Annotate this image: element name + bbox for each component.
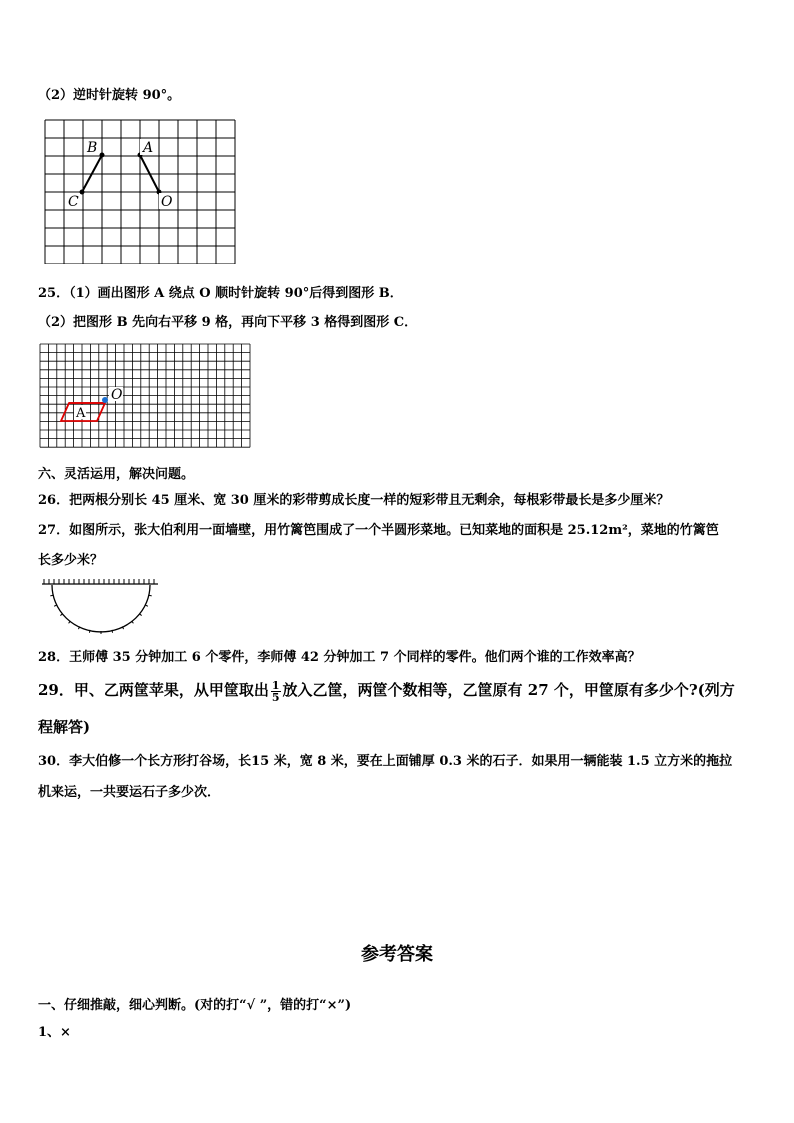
q28: 28．王师傅 35 分钟加工 6 个零件，李师傅 42 分钟加工 7 个同样的零件。他们两个谁的工作效率高？ bbox=[38, 650, 641, 665]
q29-text-b: 放入乙筐，两筐个数相等，乙筐原有 27 个，甲筐原有多少个?(列方 bbox=[282, 681, 735, 699]
fraction-one-fifth bbox=[271, 680, 281, 703]
answer-title: 参考答案 bbox=[361, 944, 433, 965]
q24-part2: （2）逆时针旋转 90°。 bbox=[38, 88, 181, 103]
translation-grid-2 bbox=[39, 343, 254, 453]
rotation-grid-1 bbox=[44, 119, 238, 264]
semicircle-garden-diagram bbox=[42, 578, 162, 634]
q27-line2: 长多少米？ bbox=[38, 553, 104, 568]
label-C: C bbox=[68, 194, 79, 210]
frac-denominator: 5 bbox=[271, 690, 280, 704]
section-6-heading: 六、灵活运用，解决问题。 bbox=[38, 467, 195, 482]
label-O: O bbox=[161, 194, 173, 210]
q26: 26．把两根分别长 45 厘米、宽 30 厘米的彩带剪成长度一样的短彩带且无剩余，每根彩带最长是多少厘米？ bbox=[38, 493, 670, 508]
label-O-2: O bbox=[111, 387, 123, 403]
answer-1: 1、× bbox=[38, 1025, 71, 1040]
label-A-2: A bbox=[76, 406, 86, 421]
q30-line1: 30．李大伯修一个长方形打谷场，长15 米，宽 8 米，要在上面铺厚 0.3 米的石子．如果用一辆能装 1.5 立方米的拖拉 bbox=[38, 754, 733, 769]
q30-line2: 机来运，一共要运石子多少次． bbox=[38, 785, 221, 800]
q25-part1: 25．（1）画出图形 A 绕点 O 顺时针旋转 90°后得到图形 B． bbox=[38, 286, 403, 301]
q29-text-a: 29．甲、乙两筐苹果，从甲筐取出 bbox=[38, 681, 269, 699]
frac-numerator: 1 bbox=[271, 678, 280, 692]
q27-line1: 27．如图所示，张大伯利用一面墙壁，用竹篱笆围成了一个半圆形菜地。已知菜地的面积是 25.12m²，菜地的竹篱笆 bbox=[38, 523, 719, 538]
label-A: A bbox=[143, 140, 154, 156]
q29-line1 bbox=[38, 679, 735, 703]
q29-line2: 程解答) bbox=[38, 718, 91, 736]
answer-section-1: 一、仔细推敲，细心判断。(对的打“√ ”，错的打“×”) bbox=[38, 998, 352, 1013]
label-B: B bbox=[87, 140, 98, 156]
q25-part2: （2）把图形 B 先向右平移 9 格，再向下平移 3 格得到图形 C． bbox=[38, 315, 418, 330]
